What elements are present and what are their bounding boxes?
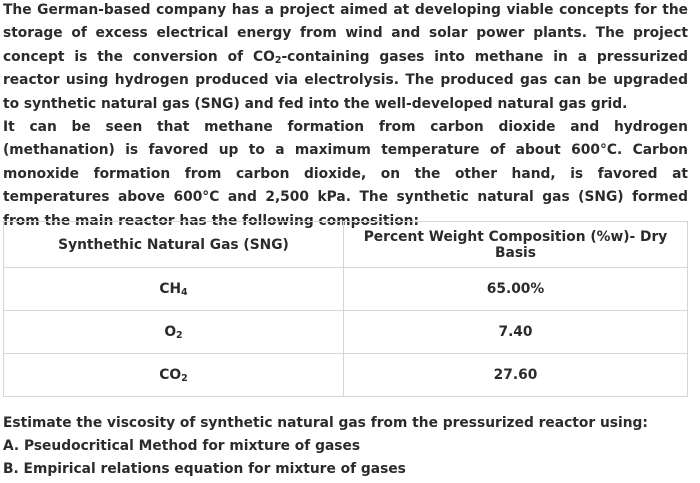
formula-subscript: 4 (181, 287, 188, 298)
component-cell (4, 354, 344, 397)
formula-base: CH (159, 281, 182, 297)
formula-base: O (164, 324, 177, 340)
question-option-a: A. Pseudocritical Method for mixture of gases (3, 438, 361, 454)
formula-subscript: 2 (181, 373, 188, 384)
formula-base: CO (159, 367, 182, 383)
question-prompt: Estimate the viscosity of synthetic natural gas from the pressurized reactor using: (3, 415, 648, 431)
table-header-row (4, 222, 688, 268)
intro-paragraph (3, 0, 688, 116)
co2-subscript: 2 (274, 54, 282, 66)
methanation-paragraph: It can be seen that methane formation from carbon dioxide and hydrogen (methanation) is favored up to a maximum temperature of about 600°C. Carbon monoxide formation from carbon dioxide, on the other hand, is favored at temperatures above 600°C and 2,500 kPa. The synthetic natural gas (SNG) formed from the main reactor has the following composition: (3, 119, 688, 229)
intro-text-start: The German-based company has a project aimed at developing viable concepts for the storage of excess electrical energy from wind and solar power plants. The project concept is the conversion of CO (3, 2, 688, 65)
table-row (4, 311, 688, 354)
composition-cell: 27.60 (344, 354, 688, 397)
table-row (4, 268, 688, 311)
component-cell (4, 268, 344, 311)
component-cell (4, 311, 344, 354)
composition-cell: 7.40 (344, 311, 688, 354)
composition-column-header: Percent Weight Composition (%w)- Dry Basis (344, 222, 688, 268)
component-column-header: Synthethic Natural Gas (SNG) (4, 222, 344, 268)
question-option-b: B. Empirical relations equation for mixture of gases (3, 461, 406, 477)
table-row (4, 354, 688, 397)
composition-cell: 65.00% (344, 268, 688, 311)
intro-text-end: -containing gases into methane in a pressurized reactor using hydrogen produced via electrolysis. The produced gas can be upgraded to synthetic natural gas (SNG) and fed into the well-developed natural gas grid. (3, 48, 688, 112)
formula-subscript: 2 (176, 330, 183, 341)
sng-composition-table (3, 221, 688, 397)
